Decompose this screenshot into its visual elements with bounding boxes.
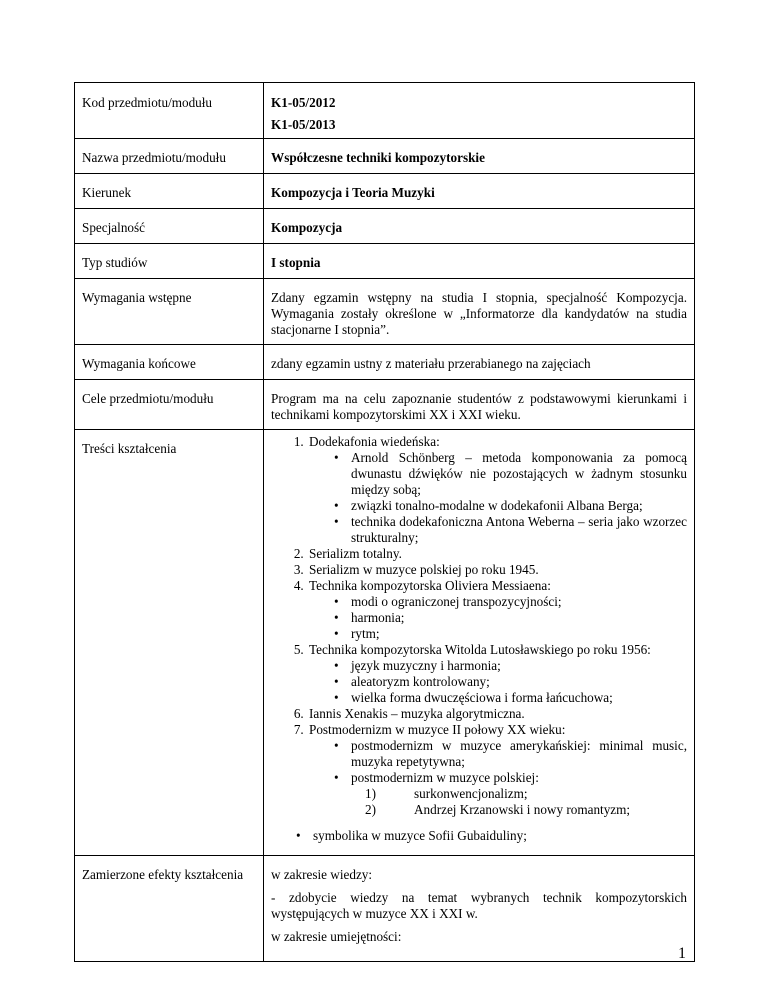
- value-kod-2: K1-05/2013: [271, 117, 336, 132]
- numbered-subitem: 1) surkonwencjonalizm;: [365, 786, 528, 801]
- subtopic-item: • postmodernizm w muzyce amerykańskiej: minimal music, muzyka repetytywna;: [334, 738, 687, 770]
- value-kod-1: K1-05/2012: [271, 95, 336, 110]
- subtopic-item: • rytm;: [334, 626, 687, 642]
- value-nazwa: Współczesne techniki kompozytorskie: [264, 139, 695, 174]
- topic-sublist: [309, 658, 687, 706]
- row-nazwa: [75, 139, 695, 174]
- topic-item: 7. Postmodernizm w muzyce II połowy XX wieku: • postmodernizm w muzyce amerykańskiej: minimal music, muzyka repetytywna; • postmodernizm w muzyce polskiej: 1) surkonwencjonalizm; 2) Andrzej Krzanowski i nowy romantyzm;: [307, 722, 687, 818]
- subtopic-item: • technika dodekafoniczna Antona Weberna – seria jako wzorzec strukturalny;: [334, 514, 687, 546]
- label-cele: Cele przedmiotu/modułu: [75, 380, 264, 430]
- subtopic-item: • wielka forma dwuczęściowa i forma łańcuchowa;: [334, 690, 687, 706]
- efekty-umiejetnosci-heading: w zakresie umiejętności:: [271, 929, 402, 944]
- subtopic-item: • Arnold Schönberg – metoda komponowania za pomocą dwunastu dźwięków nie pozostających w żadnym stosunku między sobą;: [334, 450, 687, 498]
- value-wymagania-koncowe: zdany egzamin ustny z materiału przerabianego na zajęciach: [264, 345, 695, 380]
- topic-sublist: [309, 450, 687, 546]
- label-wymagania-koncowe: Wymagania końcowe: [75, 345, 264, 380]
- page-number: 1: [678, 945, 686, 962]
- subtopic-item: • modi o ograniczonej transpozycyjności;: [334, 594, 687, 610]
- row-efekty: [75, 856, 695, 962]
- syllabus-table: [74, 82, 695, 962]
- numbered-subitem: 2) Andrzej Krzanowski i nowy romantyzm;: [365, 802, 631, 817]
- subtopic-item: • aleatoryzm kontrolowany;: [334, 674, 687, 690]
- row-specjalnosc: [75, 209, 695, 244]
- value-tresci: [264, 430, 695, 856]
- efekty-wiedza-heading: w zakresie wiedzy:: [271, 867, 373, 882]
- efekty-wiedza-text: - zdobycie wiedzy na temat wybranych technik kompozytorskich występujących w muzyce XX i XXI w.: [271, 890, 687, 921]
- value-specjalnosc: Kompozycja: [264, 209, 695, 244]
- extra-topic-list: [271, 828, 687, 844]
- value-kierunek: Kompozycja i Teoria Muzyki: [264, 174, 695, 209]
- topic-item: 2. Serializm totalny.: [307, 546, 687, 562]
- row-cele: [75, 380, 695, 430]
- topic-item: 6. Iannis Xenakis – muzyka algorytmiczna.: [307, 706, 687, 722]
- value-wymagania-wstepne: Zdany egzamin wstępny na studia I stopnia, specjalność Kompozycja. Wymagania zostały określone w „Informatorze dla kandydatów na studia stacjonarne I stopnia”.: [264, 279, 695, 345]
- label-typ: Typ studiów: [75, 244, 264, 279]
- label-kierunek: Kierunek: [75, 174, 264, 209]
- subtopic-item: • związki tonalno-modalne w dodekafonii Albana Berga;: [334, 498, 687, 514]
- topic-item: 1. Dodekafonia wiedeńska: • Arnold Schönberg – metoda komponowania za pomocą dwunastu dźwięków nie pozostających w żadnym stosunku między sobą; • związki tonalno-modalne w dodekafonii Albana Berga; • technika dodekafoniczna Antona Weberna – seria jako wzorzec strukturalny;: [307, 434, 687, 546]
- value-typ: I stopnia: [264, 244, 695, 279]
- topic-item: 4. Technika kompozytorska Oliviera Messiaena: • modi o ograniczonej transpozycyjności; • harmonia; • rytm;: [307, 578, 687, 642]
- value-cele: Program ma na celu zapoznanie studentów z podstawowymi kierunkami i technikami kompozytorskimi XX i XXI wieku.: [264, 380, 695, 430]
- topics-list: [271, 434, 687, 818]
- subtopic-item: • harmonia;: [334, 610, 687, 626]
- topic-item: 5. Technika kompozytorska Witolda Lutosławskiego po roku 1956: • język muzyczny i harmonia; • aleatoryzm kontrolowany; • wielka forma dwuczęściowa i forma łańcuchowa;: [307, 642, 687, 706]
- polish-postmodernism-list: [351, 786, 687, 818]
- label-kod: Kod przedmiotu/modułu: [75, 83, 264, 139]
- label-efekty: Zamierzone efekty kształcenia: [75, 856, 264, 962]
- row-typ: [75, 244, 695, 279]
- subtopic-item: • postmodernizm w muzyce polskiej: 1) surkonwencjonalizm; 2) Andrzej Krzanowski i nowy romantyzm;: [334, 770, 687, 818]
- row-wymagania-koncowe: [75, 345, 695, 380]
- topic-sublist: [309, 594, 687, 642]
- topic-item: 3. Serializm w muzyce polskiej po roku 1945.: [307, 562, 687, 578]
- extra-topic-item: • symbolika w muzyce Sofii Gubaiduliny;: [296, 828, 687, 844]
- label-specjalnosc: Specjalność: [75, 209, 264, 244]
- label-tresci: Treści kształcenia: [75, 430, 264, 856]
- label-wymagania-wstepne: Wymagania wstępne: [75, 279, 264, 345]
- row-wymagania-wstepne: [75, 279, 695, 345]
- subtopic-item: • język muzyczny i harmonia;: [334, 658, 687, 674]
- label-nazwa: Nazwa przedmiotu/modułu: [75, 139, 264, 174]
- row-kod: [75, 83, 695, 139]
- row-kierunek: [75, 174, 695, 209]
- topic-sublist: [309, 738, 687, 818]
- row-tresci: [75, 430, 695, 856]
